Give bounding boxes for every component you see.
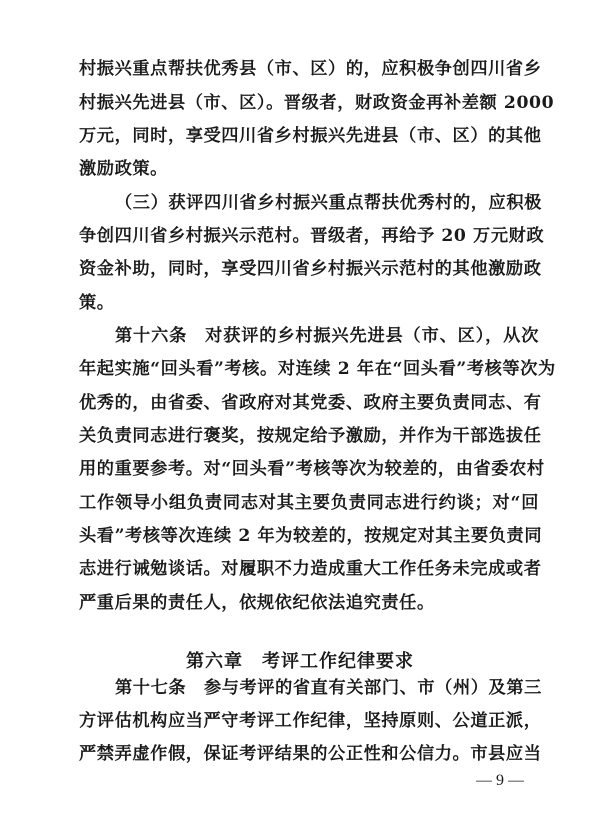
text-line: 方评估机构应当严守考评工作纪律，坚持原则、公道正派， [79, 711, 542, 731]
text-line: 用的重要参考。对“回头看”考核等次为较差的，由省委农村 [79, 459, 545, 479]
chapter-heading: 第六章 考评工作纪律要求 [186, 651, 414, 672]
text-line: 万元，同时，享受四川省乡村振兴先进县（市、区）的其他 [79, 126, 542, 146]
text-line: 志进行诫勉谈话。对履职不力造成重大工作任务未完成或者 [79, 559, 542, 579]
text-line: 关负责同志进行褒奖，按规定给予激励，并作为干部选拔任 [79, 426, 542, 446]
text-line: 工作领导小组负责同志对其主要负责同志进行约谈；对“回 [79, 493, 539, 513]
text-line: 策。 [79, 293, 115, 313]
text-line: 村振兴先进县（市、区）。晋级者，财政资金再补差额 2000 [79, 93, 555, 113]
text-line: 第十六条 对获评的乡村振兴先进县（市、区），从次 [115, 326, 539, 346]
text-line: 严重后果的责任人，依规依纪依法追究责任。 [79, 593, 435, 613]
text-line: 年起实施“回头看”考核。对连续 2 年在“回头看”考核等次为 [79, 359, 556, 379]
text-line: 头看”考核等次连续 2 年为较差的，按规定对其主要负责同 [79, 526, 543, 546]
text-line: 第十七条 参与考评的省直有关部门、市（州）及第三 [115, 678, 542, 698]
text-line: 激励政策。 [79, 159, 168, 179]
text-line: 优秀的，由省委、省政府对其党委、政府主要负责同志、有 [79, 393, 542, 413]
text-line: 资金补助，同时，享受四川省乡村振兴示范村的其他激励政 [79, 259, 542, 279]
text-line: （三）获评四川省乡村振兴重点帮扶优秀村的，应积极 [115, 193, 542, 213]
page-number: — 9 — [476, 772, 524, 789]
text-line: 严禁弄虚作假，保证考评结果的公正性和公信力。市县应当 [79, 744, 542, 764]
text-line: 村振兴重点帮扶优秀县（市、区）的，应积极争创四川省乡 [79, 59, 542, 79]
text-line: 争创四川省乡村振兴示范村。晋级者，再给予 20 万元财政 [79, 226, 545, 246]
